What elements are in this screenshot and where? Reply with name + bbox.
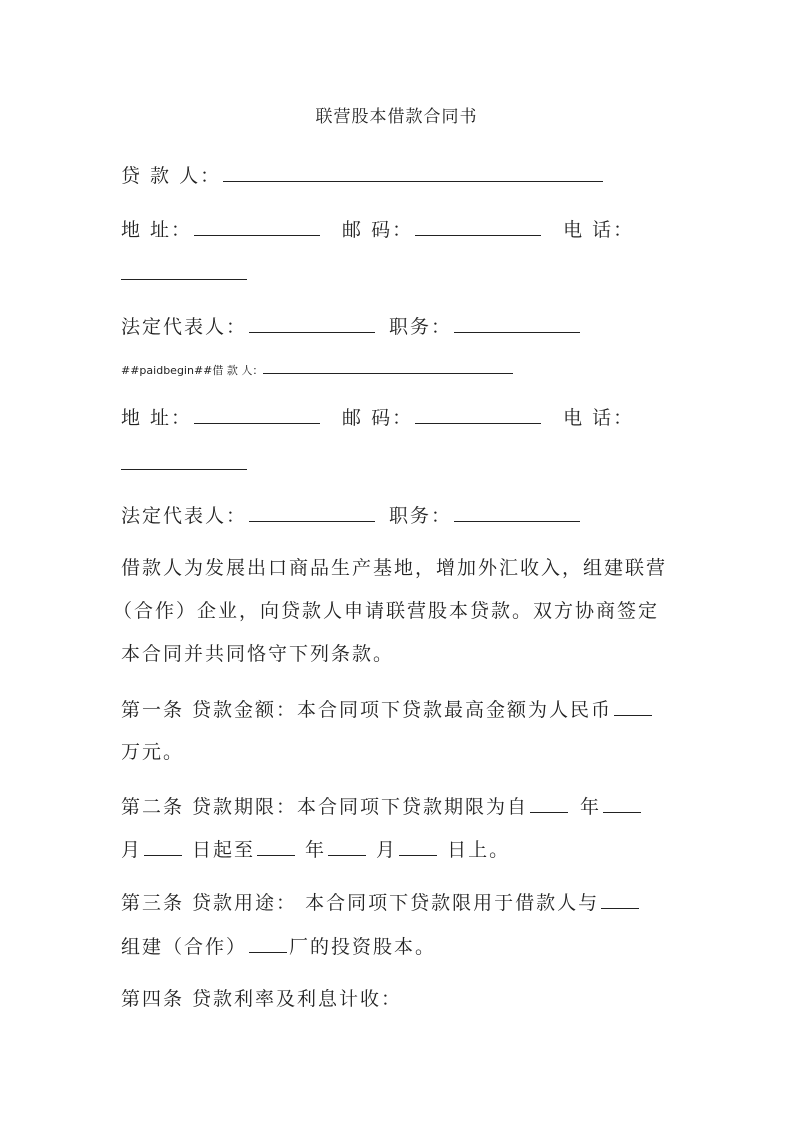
start-year-blank — [530, 794, 568, 813]
article-2-line-1 — [121, 794, 643, 819]
month-unit-2: 月 — [376, 839, 398, 861]
borrower-phone-row — [121, 451, 249, 476]
legal-rep-label-2: 法定代表人： — [121, 505, 248, 527]
position-blank — [454, 314, 580, 333]
borrower-blank — [263, 362, 513, 374]
article-1-text: 第一条 贷款金额：本合同项下贷款最高金额为人民币 — [121, 699, 613, 721]
phone-blank — [121, 261, 247, 280]
borrower-legal-rep-row — [121, 503, 582, 528]
phone-label: 电 话： — [563, 219, 635, 241]
start-month-blank — [603, 794, 641, 813]
zip-blank — [415, 217, 541, 236]
address-label-2: 地 址： — [121, 407, 193, 429]
zip-label-2: 邮 码： — [342, 407, 414, 429]
legal-rep-blank — [249, 314, 375, 333]
lender-row — [121, 163, 605, 188]
contract-title: 联营股本借款合同书 — [315, 107, 478, 127]
year-unit-2: 年 — [305, 839, 327, 861]
zip-label: 邮 码： — [342, 219, 414, 241]
factory-blank — [249, 934, 287, 953]
intro-line-3: 本合同并共同恪守下列条款。 — [121, 643, 395, 665]
article-1-line-1 — [121, 697, 654, 722]
month-unit-1: 月 — [121, 839, 143, 861]
day-unit-2: 日上。 — [447, 839, 511, 861]
lender-phone-row — [121, 261, 249, 286]
intro-line-1: 借款人为发展出口商品生产基地，增加外汇收入，组建联营 — [121, 557, 668, 579]
legal-rep-label: 法定代表人： — [121, 316, 248, 338]
article-2-text: 第二条 贷款期限：本合同项下贷款期限为自 — [121, 796, 529, 818]
phone-blank-2 — [121, 451, 247, 470]
day-unit-1: 日起至 — [192, 839, 256, 861]
position-blank-2 — [454, 503, 580, 522]
address-blank-2 — [194, 405, 320, 424]
start-day-blank — [144, 837, 182, 856]
article-1-line-2: 万元。 — [121, 741, 185, 763]
year-unit-1: 年 — [580, 796, 602, 818]
borrower-marker-row — [121, 362, 513, 378]
legal-rep-blank-2 — [249, 503, 375, 522]
article-2-line-2 — [121, 837, 510, 862]
lender-legal-rep-row — [121, 314, 582, 339]
intro-line-2: （合作）企业，向贷款人申请联营股本贷款。双方协商签定 — [113, 600, 660, 622]
article-3-text: 第三条 贷款用途： 本合同项下贷款限用于借款人与 — [121, 892, 600, 914]
phone-label-2: 电 话： — [563, 407, 635, 429]
article-4-line-1: 第四条 贷款利率及利息计收： — [121, 988, 403, 1010]
position-label: 职务： — [389, 316, 453, 338]
end-year-blank — [257, 837, 295, 856]
borrower-label: ##paidbegin##借 款 人： — [121, 364, 264, 377]
address-blank — [194, 217, 320, 236]
lender-label: 贷 款 人： — [121, 165, 222, 187]
article-3-text-2a: 组建（合作） — [121, 936, 248, 958]
end-month-blank — [328, 837, 366, 856]
zip-blank-2 — [415, 405, 541, 424]
lender-blank — [223, 163, 603, 182]
article-3-line-2 — [121, 934, 436, 959]
amount-blank — [614, 697, 652, 716]
borrower-address-row — [121, 405, 634, 430]
position-label-2: 职务： — [389, 505, 453, 527]
article-3-text-2b: 厂的投资股本。 — [289, 936, 437, 958]
article-3-line-1 — [121, 890, 641, 915]
end-day-blank — [399, 837, 437, 856]
lender-address-row — [121, 217, 634, 242]
partner-blank — [601, 890, 639, 909]
address-label: 地 址： — [121, 219, 193, 241]
